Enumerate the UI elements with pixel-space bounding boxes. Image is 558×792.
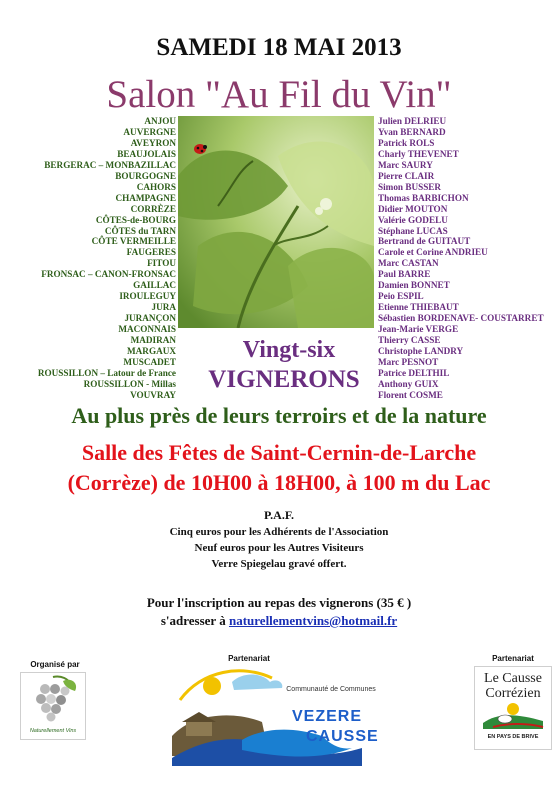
- vigneron-name: Christophe LANDRY: [378, 346, 464, 357]
- region-item: VOUVRAY: [130, 389, 176, 400]
- vigneron-name: Charly THEVENET: [378, 148, 459, 159]
- vigneron-name: Julien DELRIEU: [378, 116, 447, 126]
- region-item: CORRÈZE: [130, 203, 176, 214]
- region-item: AUVERGNE: [123, 126, 176, 137]
- region-item: GAILLAC: [133, 280, 176, 291]
- tagline: Au plus près de leurs terroirs et de la nature: [71, 403, 487, 428]
- region-item: JURA: [151, 302, 176, 313]
- partner1-name-vezere: VEZERE: [292, 708, 363, 725]
- vigneron-name: Damien BONNET: [378, 280, 450, 291]
- partner2-name: Le Causse Corrézien: [484, 671, 542, 701]
- paf-line-glass: Verre Spiegelau gravé offert.: [211, 558, 347, 570]
- vignerons-count-label: Vingt-six: [242, 337, 336, 363]
- vigneron-name: Patrick ROLS: [378, 137, 435, 148]
- vigneron-name: Thierry CASSE: [378, 335, 441, 346]
- vigneron-name: Sébastien BORDENAVE- COUSTARRET: [378, 313, 544, 324]
- sun-icon: [203, 677, 221, 695]
- contact-line: [0, 613, 558, 629]
- region-item: AVEYRON: [130, 137, 176, 148]
- causse-correzien-logo: [474, 666, 552, 750]
- vigneron-name: Etienne THIEBAUT: [378, 302, 459, 313]
- region-item: ROUSSILLON - Millas: [83, 378, 176, 389]
- vigneron-name: Simon BUSSER: [378, 181, 442, 192]
- vigneron-name: Didier MOUTON: [378, 203, 448, 214]
- region-item: CHAMPAGNE: [115, 192, 176, 203]
- region-item: ANJOU: [144, 116, 176, 126]
- vigneron-name: Jean-Marie VERGE: [378, 324, 459, 335]
- vigneron-name: Paul BARRE: [378, 269, 431, 280]
- paf-heading: P.A.F.: [263, 508, 295, 522]
- grape-cluster-icon: [21, 673, 85, 723]
- vigneron-name: Marc SAURY: [378, 159, 433, 170]
- region-item: MARGAUX: [127, 346, 176, 357]
- partner1-name-causse: CAUSSE: [306, 728, 379, 745]
- contact-email-link[interactable]: naturellementvins@hotmail.fr: [228, 613, 398, 628]
- paf-line-visitors: Neuf euros pour les Autres Visiteurs: [194, 542, 364, 554]
- region-item: MUSCADET: [123, 356, 176, 367]
- vigneron-name: Valérie GODELU: [378, 214, 448, 225]
- partner2-sub: EN PAYS DE BRIVE: [487, 734, 539, 740]
- vezere-causse-logo: [172, 664, 382, 776]
- region-item: FITOU: [147, 258, 176, 269]
- region-item: BERGERAC – MONBAZILLAC: [44, 159, 176, 170]
- vigneron-name: Marc CASTAN: [378, 258, 439, 269]
- organiser-label: Organisé par: [30, 660, 80, 669]
- naturellement-vins-logo: [20, 672, 86, 740]
- partner-label-1: Partenariat: [228, 654, 270, 663]
- vigneron-name: Yvan BERNARD: [378, 126, 446, 137]
- region-item: BOURGOGNE: [115, 170, 176, 181]
- vigneron-name: Florent COSME: [378, 389, 443, 400]
- venue-line-1: Salle des Fêtes de Saint-Cernin-de-Larche: [81, 440, 477, 465]
- organiser-logo-text: Naturellement Vins: [29, 728, 77, 734]
- region-item: IROULEGUY: [119, 291, 176, 302]
- region-item: JURANÇON: [124, 313, 176, 324]
- vine-leaf-ladybug-photo: [178, 116, 374, 328]
- event-title: Salon "Au Fil du Vin": [106, 73, 452, 116]
- region-item: FAUGERES: [126, 247, 176, 258]
- vigneron-name: Pierre CLAIR: [378, 170, 435, 181]
- wine-regions-list: [20, 116, 176, 401]
- partner1-subtitle: Communauté de Communes: [286, 686, 376, 693]
- partner-label-2: Partenariat: [492, 654, 534, 663]
- vigneron-name: Stéphane LUCAS: [378, 225, 448, 236]
- vignerons-list: [378, 116, 554, 401]
- sheep-landscape-icon: [475, 701, 551, 729]
- vigneron-name: Peio ESPIL: [378, 291, 424, 302]
- vigneron-name: Anthony GUIX: [378, 378, 439, 389]
- event-date: SAMEDI 18 MAI 2013: [156, 34, 402, 61]
- region-item: MACONNAIS: [118, 324, 176, 335]
- region-item: CAHORS: [136, 181, 176, 192]
- venue-line-2: (Corrèze) de 10H00 à 18H00, à 100 m du Lac: [67, 470, 491, 495]
- vigneron-name: Marc PESNOT: [378, 356, 439, 367]
- contact-prefix: s'adresser à: [160, 613, 229, 628]
- region-item: FRONSAC – CANON-FRONSAC: [41, 269, 176, 280]
- region-item: MADIRAN: [130, 335, 176, 346]
- region-item: CÔTES du TARN: [104, 225, 176, 236]
- vigneron-name: Patrice DELTHIL: [378, 367, 450, 378]
- region-item: BEAUJOLAIS: [117, 148, 176, 159]
- region-item: ROUSSILLON – Latour de France: [37, 367, 176, 378]
- region-item: CÔTE VERMEILLE: [91, 236, 176, 247]
- vigneron-name: Carole et Corine ANDRIEU: [378, 247, 488, 258]
- vigneron-name: Bertrand de GUITAUT: [378, 236, 471, 247]
- region-item: CÔTES-de-BOURG: [95, 214, 176, 225]
- vignerons-heading: VIGNERONS: [208, 366, 360, 393]
- inscription-line: Pour l'inscription au repas des vignerons (35 € ): [146, 595, 412, 610]
- vigneron-name: Thomas BARBICHON: [378, 192, 469, 203]
- vine-photo-illustration: [178, 116, 374, 328]
- paf-line-members: Cinq euros pour les Adhérents de l'Association: [169, 526, 389, 538]
